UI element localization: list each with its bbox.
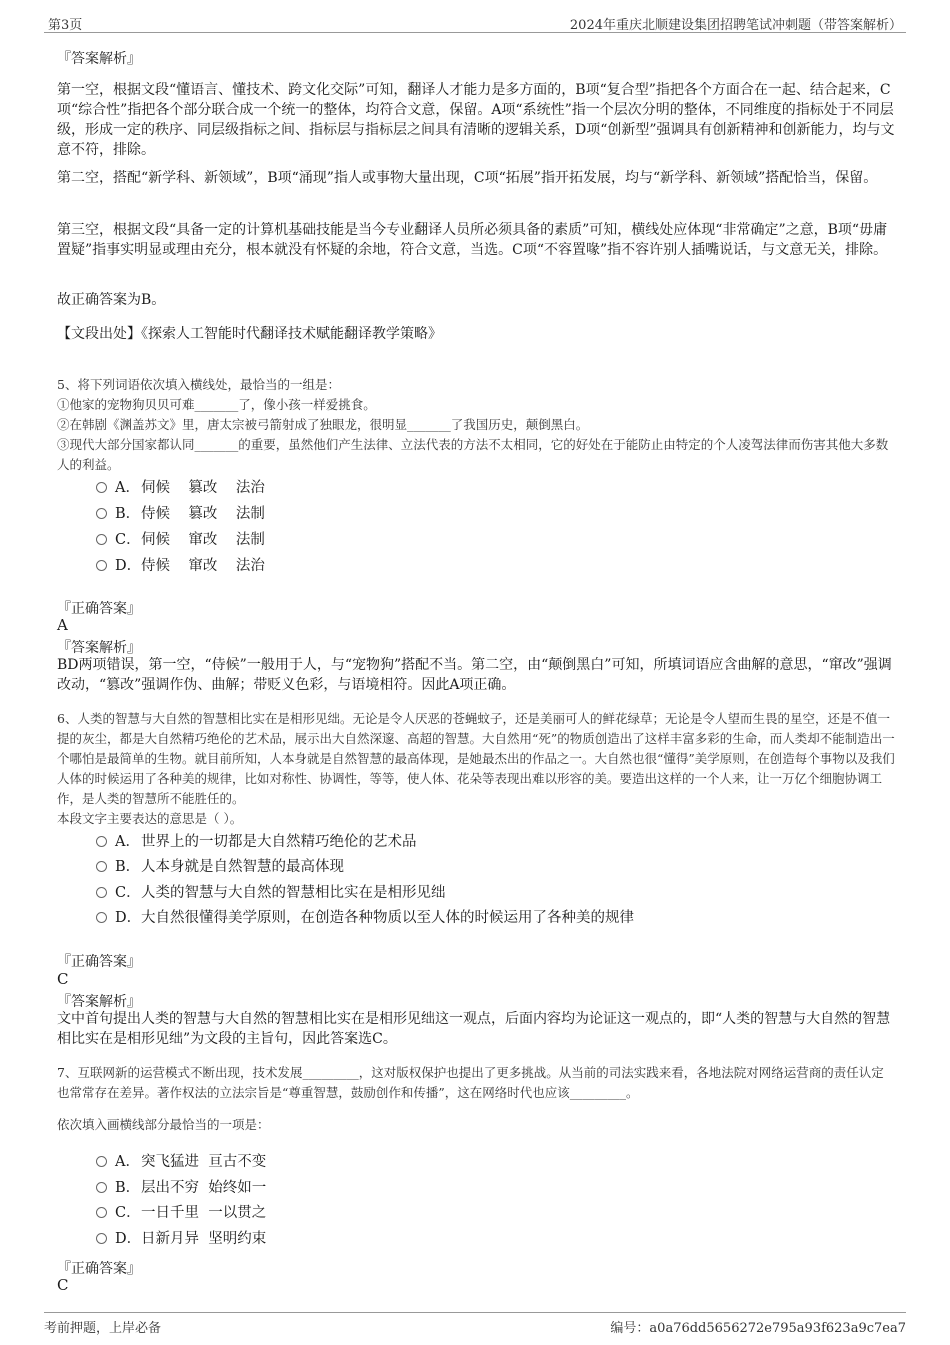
- radio-icon[interactable]: [96, 508, 107, 519]
- radio-icon[interactable]: [96, 861, 107, 872]
- radio-icon[interactable]: [96, 1156, 107, 1167]
- q5-answer: A: [57, 616, 68, 634]
- radio-icon[interactable]: [96, 1207, 107, 1218]
- q5-answer-label: 『正确答案』: [57, 601, 141, 617]
- document-title: 2024年重庆北顺建设集团招聘笔试冲刺题（带答案解析）: [569, 18, 902, 33]
- radio-icon[interactable]: [96, 560, 107, 571]
- radio-icon[interactable]: [96, 887, 107, 898]
- q4-analysis-p1: 第一空，根据文段“懂语言、懂技术、跨文化交际”可知，翻译人才能力是多方面的，B项“复合型”指把各个方面合在一起、结合起来，C项“综合性”指把各个部分联合成一个统一的整体，均符合文意，保留。A项“系统性”指一个层次分明的整体，不同维度的指标处于不同层级，形成一定的秩序、同层级指标之间、指标层与指标层之间具有清晰的逻辑关系，D项“创新型”强调具有创新精神和创新能力，均与文意不符，排除。: [57, 82, 895, 158]
- page-header: [44, 12, 906, 33]
- page-footer: [44, 1312, 906, 1335]
- q4-source: 【文段出处】《探索人工智能时代翻译技术赋能翻译教学策略》: [57, 326, 442, 342]
- radio-icon[interactable]: [96, 482, 107, 493]
- q6-answer: C: [57, 970, 69, 988]
- q5-option-d[interactable]: D．侍候 窜改 法治: [96, 555, 265, 577]
- radio-icon[interactable]: [96, 912, 107, 923]
- radio-icon[interactable]: [96, 836, 107, 847]
- q7-option-a[interactable]: A．突飞猛进 亘古不变: [96, 1151, 266, 1173]
- q7-option-c[interactable]: C．一日千里 一以贯之: [96, 1202, 266, 1224]
- q6-answer-label: 『正确答案』: [57, 954, 141, 970]
- q6-option-a[interactable]: A．世界上的一切都是大自然精巧绝伦的艺术品: [96, 831, 417, 853]
- q4-answer-conclusion: 故正确答案为B。: [57, 292, 166, 308]
- q4-analysis-label: 『答案解析』: [57, 51, 141, 67]
- q7-answer-label: 『正确答案』: [57, 1261, 141, 1277]
- document-id: 编号：a0a76dd5656272e795a93f623a9c7ea7: [610, 1321, 906, 1336]
- q5-option-c[interactable]: C．伺候 窜改 法制: [96, 529, 265, 551]
- q5-option-a[interactable]: A．伺候 篡改 法治: [96, 477, 265, 499]
- page-number: 第3页: [48, 18, 83, 33]
- radio-icon[interactable]: [96, 534, 107, 545]
- q6-analysis: 文中首句提出人类的智慧与大自然的智慧相比实在是相形见绌这一观点，后面内容均为论证这一观点的，即“人类的智慧与大自然的智慧相比实在是相形见绌”为文段的主旨句，因此答案选C。: [57, 1011, 891, 1047]
- q5-stem: 5、将下列词语依次填入横线处，最恰当的一组是： ①他家的宠物狗贝贝可难_______了，像小孩一样爱挑食。 ②在韩剧《渊盖苏文》里，唐太宗被弓箭射成了独眼龙，很明显_______了我国历史，颠倒黑白。 ③现代大部分国家都认同_______的重要，虽然他们产生法律、立法代表的方法不太相同，它的好处在于能防止由特定的个人凌驾法律而伤害其他大多数人的利益。: [57, 377, 889, 472]
- q7-stem: 7、互联网新的运营模式不断出现，技术发展_________，这对版权保护也提出了更多挑战。从当前的司法实践来看，各地法院对网络运营商的责任认定也常常存在差异。著作权法的立法宗旨是“尊重智慧，鼓励创作和传播”，这在网络时代也应该_________。: [57, 1065, 884, 1100]
- q6-option-c[interactable]: C．人类的智慧与大自然的智慧相比实在是相形见绌: [96, 882, 446, 904]
- radio-icon[interactable]: [96, 1233, 107, 1244]
- q6-option-b[interactable]: B．人本身就是自然智慧的最高体现: [96, 856, 344, 878]
- q5-option-b[interactable]: B．侍候 篡改 法制: [96, 503, 265, 525]
- q6-option-d[interactable]: D．大自然很懂得美学原则，在创造各种物质以至人体的时候运用了各种美的规律: [96, 907, 634, 929]
- q4-analysis-p2: 第二空，搭配“新学科、新领域”，B项“涌现”指人或事物大量出现，C项“拓展”指开拓发展，均与“新学科、新领域”搭配恰当，保留。: [57, 170, 878, 186]
- q7-option-b[interactable]: B．层出不穷 始终如一: [96, 1177, 266, 1199]
- q5-analysis: BD两项错误，第一空，“侍候”一般用于人，与“宠物狗”搭配不当。第二空，由“颠倒黑白”可知，所填词语应含曲解的意思，“窜改”强调改动，“篡改”强调作伪、曲解；带贬义色彩，与语境相符。因此A项正确。: [57, 657, 892, 693]
- q4-analysis-p3: 第三空，根据文段“具备一定的计算机基础技能是当今专业翻译人员所必须具备的素质”可知，横线处应体现“非常确定”之意，B项“毋庸置疑”指事实明显或理由充分，根本就没有怀疑的余地，符合文意，当选。C项“不容置喙”指不容许别人插嘴说话，与文意无关，排除。: [57, 222, 888, 258]
- q7-question: 依次填入画横线部分最恰当的一项是：: [57, 1117, 270, 1132]
- footer-slogan: 考前押题，上岸必备: [44, 1321, 162, 1336]
- q5-analysis-label: 『答案解析』: [57, 640, 141, 656]
- radio-icon[interactable]: [96, 1182, 107, 1193]
- q7-answer: C: [57, 1276, 69, 1294]
- q6-stem: 6、人类的智慧与大自然的智慧相比实在是相形见绌。无论是令人厌恶的苍蝇蚊子，还是美丽可人的鲜花绿草；无论是令人望而生畏的星空，还是不值一提的灰尘，都是大自然精巧绝伦的艺术品，展示出大自然深邃、高超的智慧。大自然用“死”的物质创造出了这样丰富多彩的生命，而人类却不能制造出一个哪怕是最简单的生物。就目前所知，人本身就是自然智慧的最高体现，是她最杰出的作品之一。大自然也很“懂得”美学原则，在创造每个事物以及我们人体的时候运用了各种美的规律，比如对称性、协调性，等等，使人体、花朵等表现出难以形容的美。要造出这样的一个人来，让一万亿个细胞协调工作，是人类的智慧所不能胜任的。 本段文字主要表达的意思是（ ）。: [57, 711, 895, 826]
- q7-option-d[interactable]: D．日新月异 坚明约束: [96, 1228, 266, 1250]
- q6-analysis-label: 『答案解析』: [57, 994, 141, 1010]
